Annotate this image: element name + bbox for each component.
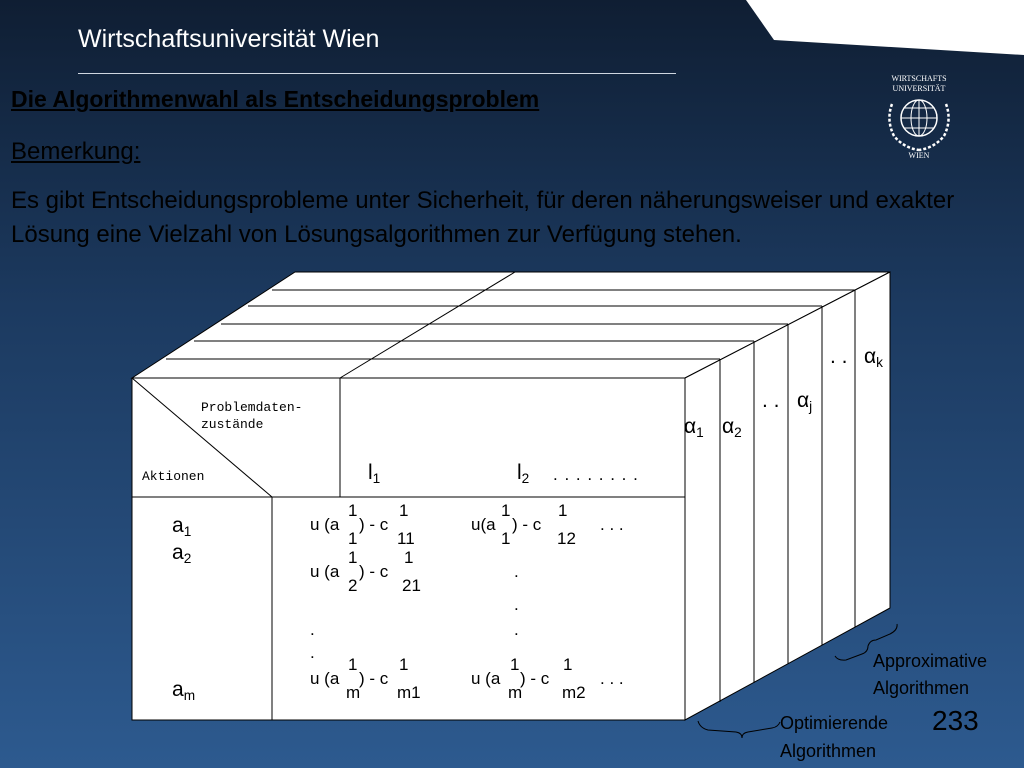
cost-11-sub: 11: [397, 529, 415, 548]
remark-paragraph: Es gibt Entscheidungsprobleme unter Sicherheit, für deren näherungsweiser und exakter Lösung eine Vielzahl von Lösungsalgorithmen zur Verfügung stehen.: [11, 187, 955, 248]
problem-states-label-line2: zustände: [201, 417, 264, 432]
utility-am-l2-sub: m: [508, 683, 523, 702]
cost-21-sup: 1: [404, 548, 414, 567]
alpha-k: $\alpha_k$: [864, 345, 883, 370]
action-a2: $a_2$: [172, 541, 192, 566]
cost-21-sub: 21: [402, 576, 421, 595]
column2-dot-1: .: [514, 562, 519, 581]
action-am: $a_m$: [172, 678, 196, 703]
approximative-label-line2: Algorithmen: [873, 678, 970, 698]
alpha-j-dots: . .: [762, 389, 780, 412]
utility-am-l1-sub: m: [346, 683, 361, 702]
optimal-label-line2: Algorithmen: [780, 741, 877, 761]
utility-am-l2-open: u (a: [471, 669, 501, 688]
utility-a2-l1-sup: 1: [348, 548, 358, 567]
university-name: Wirtschaftsuniversität Wien: [78, 25, 380, 53]
cost-12-sup: 1: [558, 501, 568, 520]
cost-m2-sup: 1: [563, 655, 573, 674]
utility-a2-l1-open: u (a: [310, 562, 340, 581]
utility-a1-l1-close: ) - c: [359, 515, 389, 534]
utility-a1-l1-sup: 1: [348, 501, 358, 520]
column1-dot-2: .: [310, 643, 315, 662]
rowm-ellipsis: . . .: [600, 669, 624, 688]
alpha-1: $\alpha_1$: [684, 415, 704, 440]
cost-11-sup: 1: [399, 501, 409, 520]
optimal-label-line1: Optimierende: [780, 713, 889, 733]
utility-a2-l1-close: ) - c: [359, 562, 389, 581]
utility-a1-l1-open: u (a: [310, 515, 340, 534]
utility-am-l2-sup: 1: [510, 655, 520, 674]
utility-a1-l1-sub: 1: [348, 529, 358, 548]
cost-m1-sup: 1: [399, 655, 409, 674]
approximative-label-line1: Approximative: [873, 651, 988, 671]
slide-title: Die Algorithmenwahl als Entscheidungsproblem: [11, 86, 540, 112]
cost-m2-sub: m2: [562, 683, 586, 702]
utility-am-l1-open: u (a: [310, 669, 340, 688]
problem-states-label-line1: Problemdaten-: [201, 400, 303, 415]
optimal-brace: [698, 721, 780, 738]
seal-text-bottom: WIEN: [908, 151, 930, 160]
state-dots: . . . . . . . .: [553, 465, 639, 484]
utility-a1-l2-close: ) - c: [512, 515, 542, 534]
utility-a2-l1-sub: 2: [348, 576, 358, 595]
utility-a1-l2-open: u(a: [471, 515, 496, 534]
utility-am-l2-close: ) - c: [520, 669, 550, 688]
cost-m1-sub: m1: [397, 683, 421, 702]
remark-heading: Bemerkung:: [11, 138, 141, 165]
column2-dot-3: .: [514, 620, 519, 639]
column1-dot-1: .: [310, 620, 315, 639]
seal-text-middle: UNIVERSITÄT: [892, 84, 946, 93]
action-a1: $a_1$: [172, 514, 192, 539]
utility-am-l1-sup: 1: [348, 655, 358, 674]
utility-am-l1-close: ) - c: [359, 669, 389, 688]
utility-a1-l2-sup: 1: [501, 501, 511, 520]
state-l2: $l_2$: [517, 461, 530, 486]
page-number: 233: [932, 705, 979, 736]
row1-ellipsis: . . .: [600, 515, 624, 534]
alpha-k-dots: . .: [830, 345, 848, 368]
actions-label: Aktionen: [142, 469, 205, 484]
column2-dot-2: .: [514, 595, 519, 614]
utility-a1-l2-sub: 1: [501, 529, 511, 548]
alpha-j: $\alpha_j$: [797, 389, 813, 414]
cost-12-sub: 12: [557, 529, 576, 548]
alpha-2: $\alpha_2$: [722, 415, 742, 440]
seal-text-top: WIRTSCHAFTS: [891, 74, 947, 83]
state-l1: $l_1$: [368, 461, 381, 486]
